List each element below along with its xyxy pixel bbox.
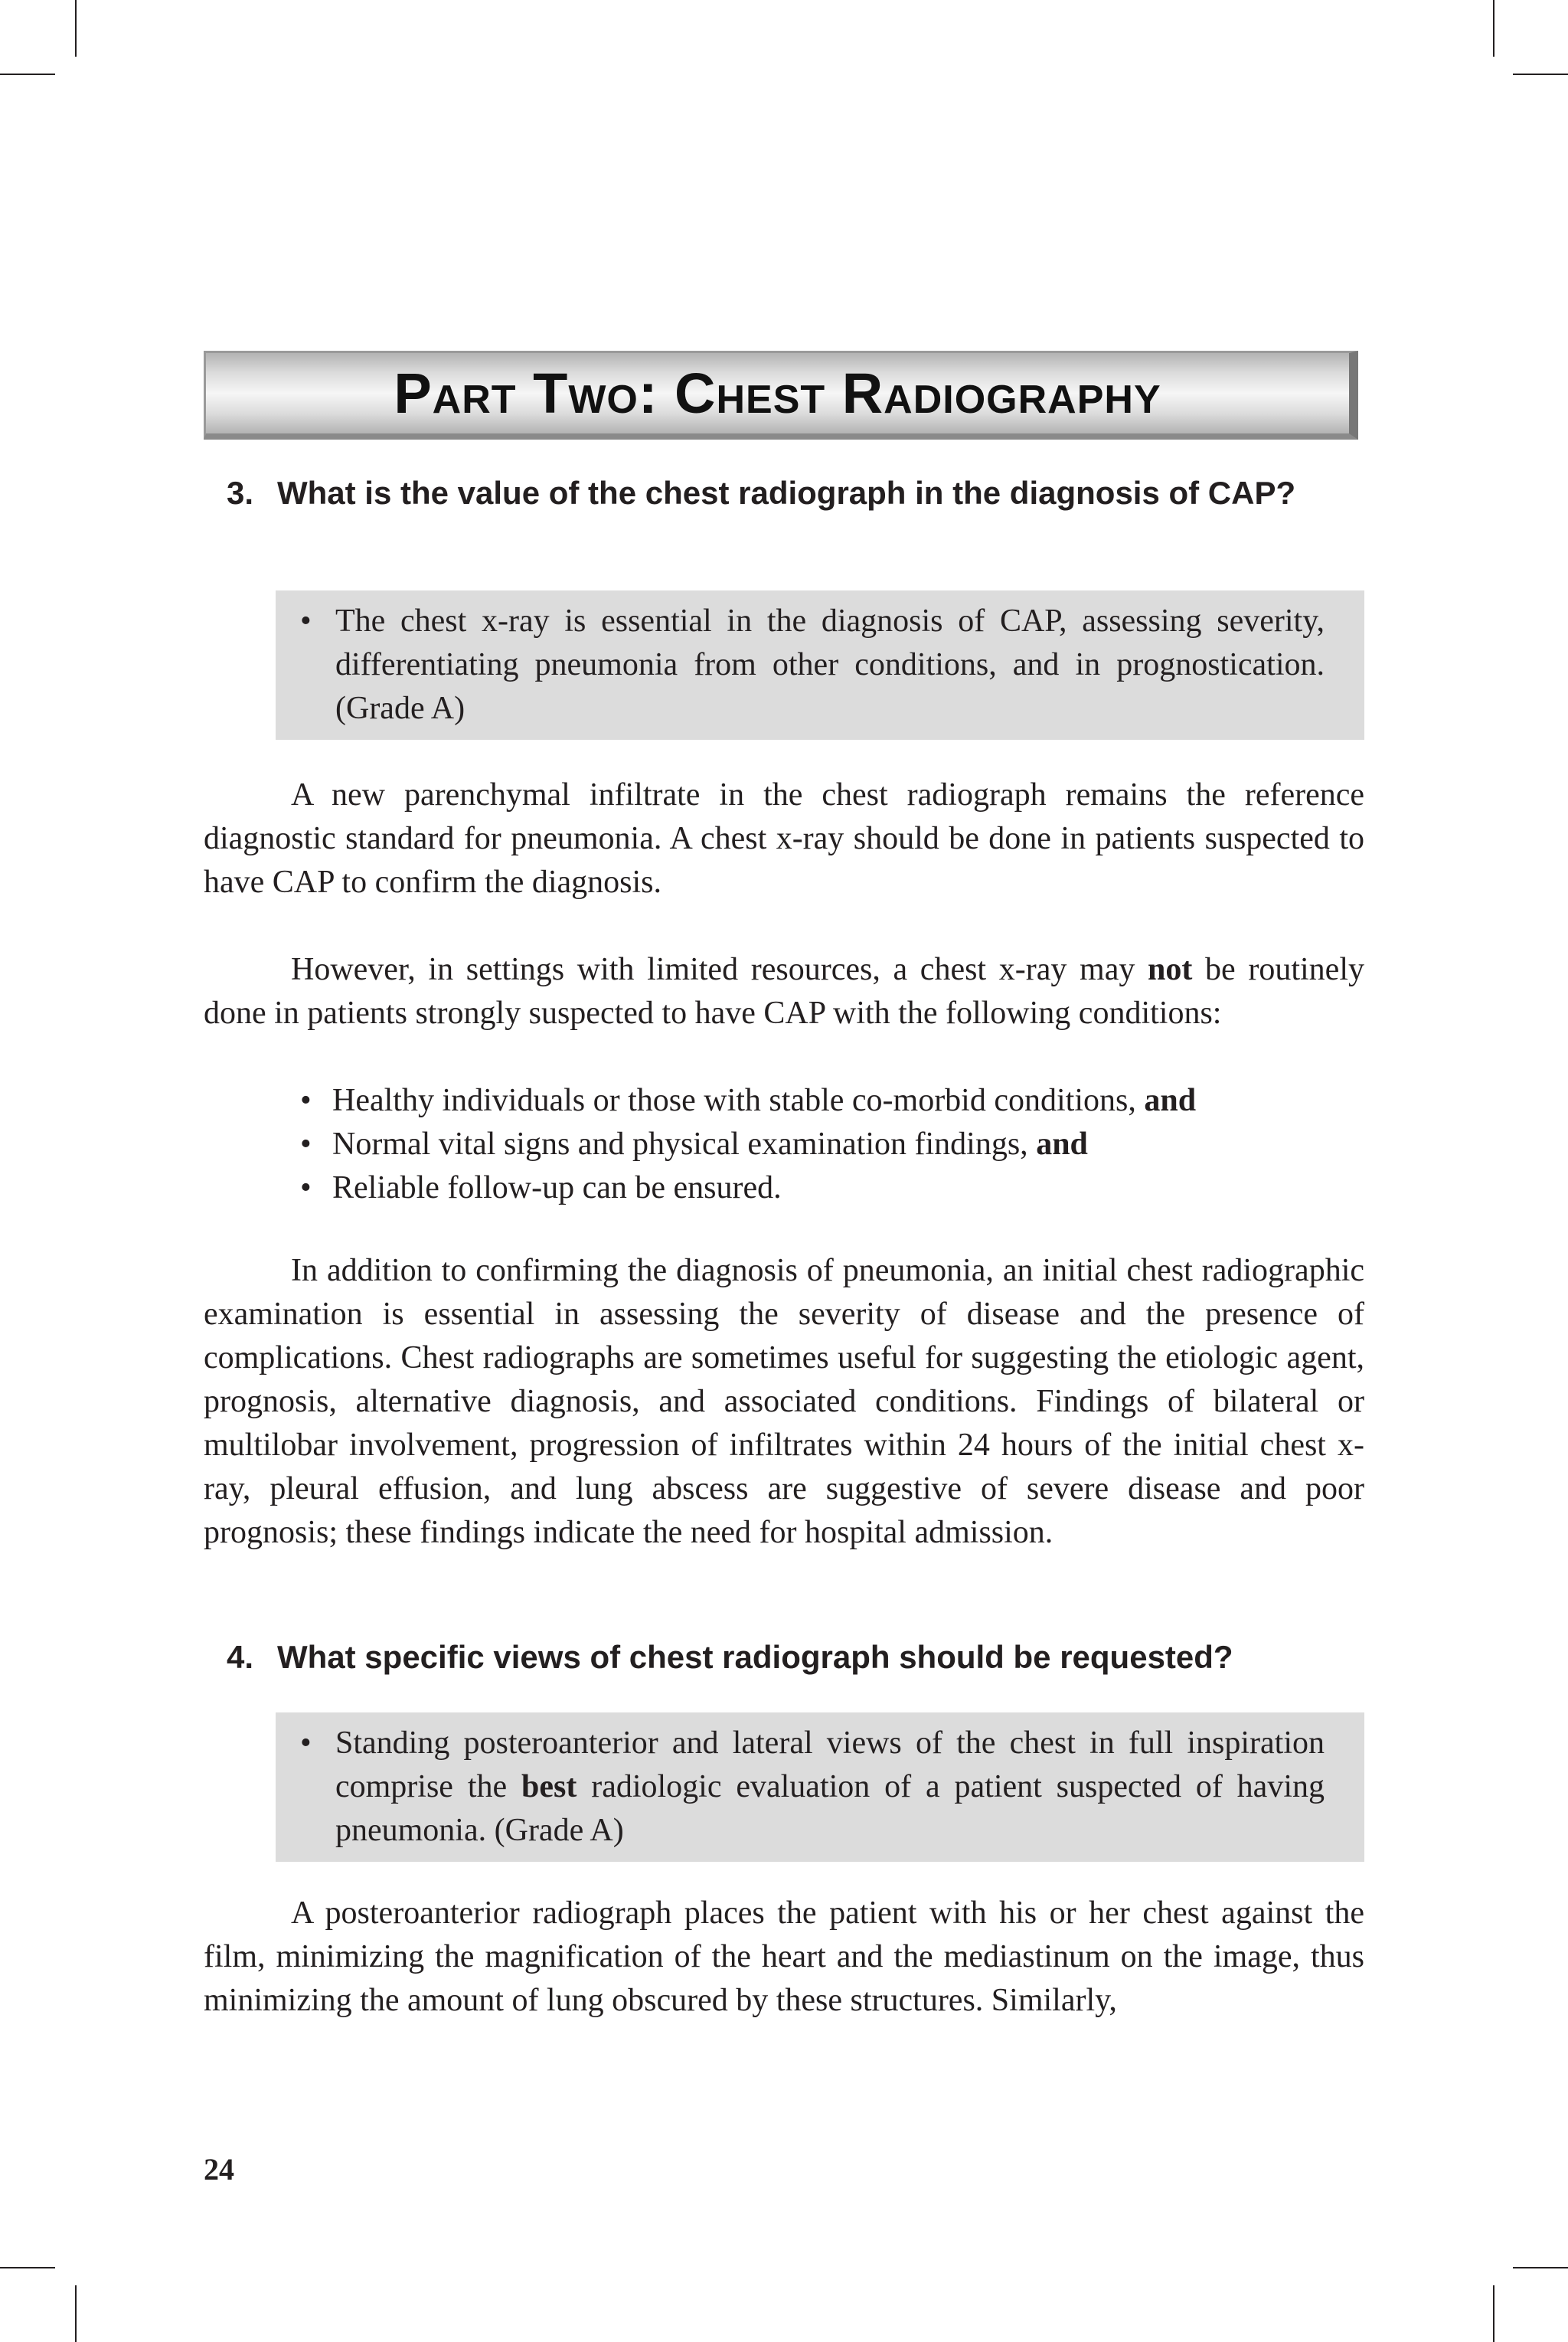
paragraph-4: A posteroanterior radiograph places the patient with his or her chest against the film, minimizing the magnification of the heart and the mediastinum on the image, thus minimizing the amount of lung obscured by these structures. Similarly, (204, 1896, 1364, 2018)
section-banner (204, 351, 1358, 440)
crop-mark (0, 2267, 55, 2268)
paragraph-2 (204, 948, 1364, 1035)
recommendation-item: • The chest x-ray is essential in the diagnosis of CAP, assessing severity, differentiating pneumonia from other conditions, and in prognostication. (Grade A) (297, 600, 1325, 731)
question-text: What specific views of chest radiograph should be requested? (277, 1639, 1233, 1675)
crop-mark (1493, 2285, 1494, 2342)
crop-mark (1513, 74, 1568, 75)
question-3 (227, 472, 1363, 515)
list-item: • Healthy individuals or those with stable co-morbid conditions, and (296, 1079, 1367, 1123)
crop-mark (1493, 0, 1494, 57)
text-run: be routinely done in patients strongly suspected to have CAP with the following conditions: (204, 952, 1364, 1031)
emphasis-text: not (1148, 952, 1193, 987)
question-text: What is the value of the chest radiograph in the diagnosis of CAP? (277, 475, 1296, 511)
crop-mark (75, 2285, 77, 2342)
crop-mark (0, 74, 55, 75)
crop-mark (75, 0, 77, 57)
paragraph-1: A new parenchymal infiltrate in the chest radiograph remains the reference diagnostic standard for pneumonia. A chest x-ray should be done in patients suspected to have CAP to confirm the diagnosis. (204, 777, 1364, 900)
paragraph-3: In addition to confirming the diagnosis of pneumonia, an initial chest radiographic examination is essential in assessing the severity of disease and the presence of complications. Chest radiographs are sometimes useful for suggesting the etiologic agent, prognosis, alternative diagnosis, and associated conditions. Findings of bilateral or multilobar involvement, progression of infiltrates within 24 hours of the initial chest x-ray, pleural effusion, and lung abscess are suggestive of severe disease and poor prognosis; these findings indicate the need for hospital admission. (204, 1253, 1364, 1550)
page-number: 24 (204, 2152, 234, 2187)
recommendation-box-3 (276, 590, 1364, 740)
section-title: Part Two: Chest Radiography (394, 361, 1161, 425)
list-item: • Normal vital signs and physical examination findings, and (296, 1123, 1367, 1166)
question-number: 3. (227, 475, 254, 511)
recommendation-box-4 (276, 1712, 1364, 1862)
text-run: However, in settings with limited resources, a chest x-ray may (291, 952, 1148, 987)
question-number: 4. (227, 1639, 254, 1675)
crop-mark (1513, 2267, 1568, 2268)
question-4 (227, 1636, 1363, 1679)
recommendation-item: • Standing posteroanterior and lateral views of the chest in full inspiration comprise the best radiologic evaluation of a patient suspected of having pneumonia. (Grade A) (297, 1722, 1325, 1853)
list-item: • Reliable follow-up can be ensured. (296, 1166, 1367, 1210)
conditions-list (296, 1079, 1367, 1210)
